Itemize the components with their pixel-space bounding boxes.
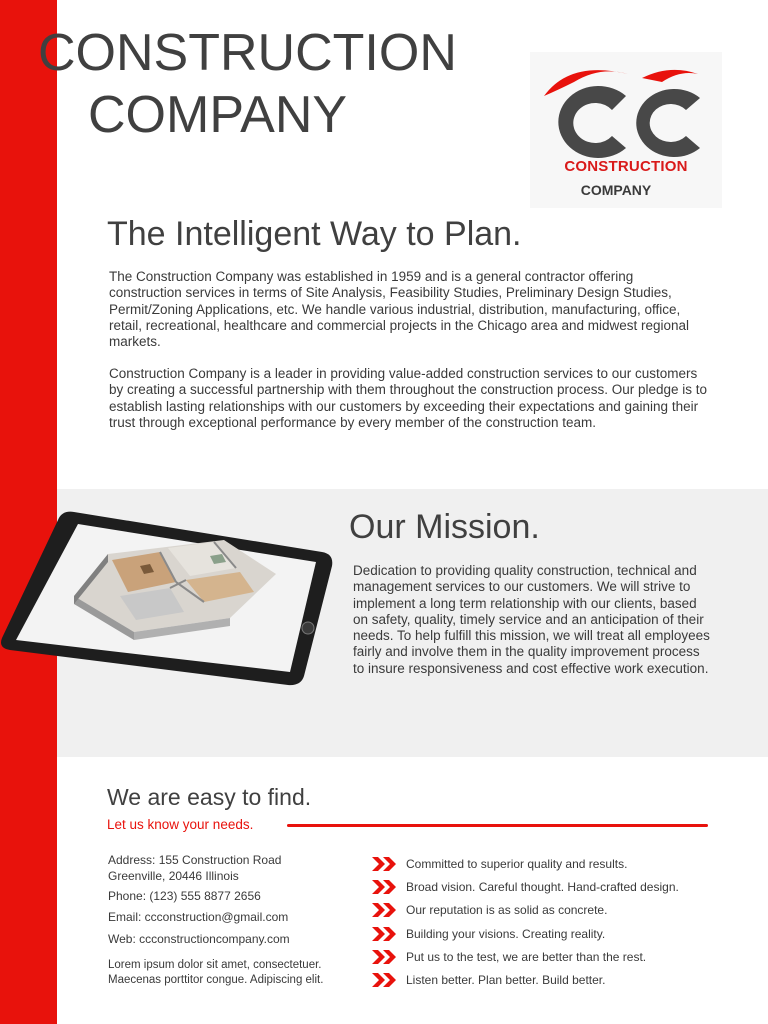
contact-lorem-text: Lorem ipsum dolor sit amet, consectetuer. Maecenas porttitor congue. Adipiscing elit. [108,959,324,986]
list-item [372,875,679,898]
list-item [372,852,679,875]
title-line-1: CONSTRUCTION [38,24,457,82]
contact-email: Email: ccconstruction@gmail.com [108,910,289,924]
needs-subheading: Let us know your needs. [107,817,254,832]
list-item [372,922,679,945]
double-chevron-right-icon [372,927,398,941]
bullet-list [372,852,679,992]
bullet-text: Put us to the test, we are better than the rest. [406,949,647,964]
bullet-text: Committed to superior quality and results. [406,856,628,871]
divider-line [287,824,708,827]
bullet-text: Our reputation is as solid as concrete. [406,903,608,918]
double-chevron-right-icon [372,880,398,894]
logo-text-line-2: COMPANY [580,182,652,198]
intro-paragraph-1: The Construction Company was established in 1959 and is a general contractor offering construction services in terms of Site Analysis, Feasibility Studies, Preliminary Design Studies, Permit/Zoning Applications, etc. We handle various industrial, distribution, manufacturing, office, retail, recreational, healthcare and commercial projects in the Chicago area and midwest regional markets. [109,269,690,350]
double-chevron-right-icon [372,950,398,964]
intro-heading: The Intelligent Way to Plan. [107,215,522,253]
contact-phone: Phone: (123) 555 8877 2656 [108,889,261,903]
list-item [372,968,679,991]
double-chevron-right-icon [372,973,398,987]
find-heading: We are easy to find. [107,784,312,810]
list-item [372,945,679,968]
bullet-text: Broad vision. Careful thought. Hand-crafted design. [406,879,679,894]
double-chevron-right-icon [372,903,398,917]
cc-logo-mark [530,52,722,162]
list-item [372,899,679,922]
bullet-text: Listen better. Plan better. Build better. [406,973,606,988]
mission-heading: Our Mission. [349,508,540,546]
page-title [38,22,457,146]
bullet-text: Building your visions. Creating reality. [406,926,606,941]
double-chevron-right-icon [372,857,398,871]
title-line-2: COMPANY [88,86,348,144]
intro-paragraph-2: Construction Company is a leader in providing value-added construction services to our customers by creating a successful partnership with them throughout the construction process. Our pledge is to establish lasting relationships with our customers by exceeding their expectations and gaining their trust through exceptional performance by every member of the construction team. [109,366,708,430]
contact-address: Address: 155 Construction Road Greenville, 20446 Illinois [108,853,282,883]
company-logo [530,52,722,208]
mission-text: Dedication to providing quality construction, technical and management services to our customers. We will strive to implement a long term relationship with our clients, based on safety, quality, timely service and an anticipation of their needs. To help fulfill this mission, we will treat all employees fairly and involve them in the quality improvement process to insure responsiveness and cost effective work execution. [353,563,710,676]
logo-text-line-1: CONSTRUCTION [564,158,688,175]
contact-web: Web: ccconstructioncompany.com [108,932,290,946]
tablet-floorplan-image [0,500,340,690]
